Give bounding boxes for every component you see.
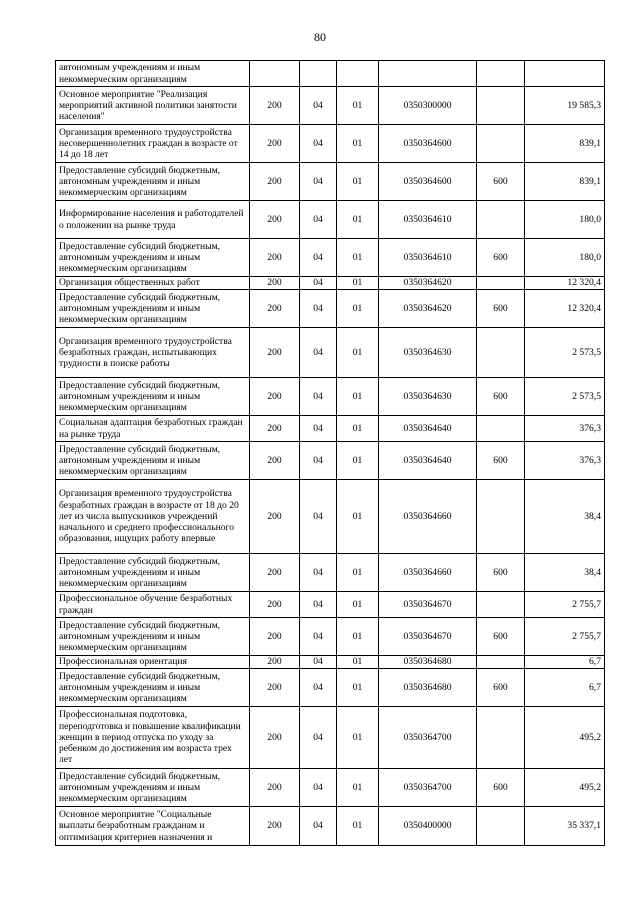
table-row bbox=[56, 480, 605, 554]
row-target-article-code: 0350364600 bbox=[379, 125, 477, 163]
table-row bbox=[56, 416, 605, 442]
row-section-code: 200 bbox=[250, 328, 300, 378]
row-name: Профессиональная подготовка, переподготовка и повышение квалификации женщин в период отпуска по уходу за ребенком до достижения им возраста трех лет bbox=[56, 707, 250, 769]
row-name: Организация временного трудоустройства несовершеннолетних граждан в возрасте от 14 до 18 лет bbox=[56, 125, 250, 163]
row-subsection-code: 04 bbox=[300, 239, 337, 277]
row-subsection-code: 04 bbox=[300, 807, 337, 846]
table-row bbox=[56, 378, 605, 416]
row-subsection-code: 04 bbox=[300, 656, 337, 669]
row-section-code: 200 bbox=[250, 125, 300, 163]
row-subsection-code: 04 bbox=[300, 87, 337, 125]
row-target-article-code: 0350364680 bbox=[379, 669, 477, 707]
table-row bbox=[56, 707, 605, 769]
row-name: Предоставление субсидий бюджетным, автономным учреждениям и иным некоммерческим организациям bbox=[56, 618, 250, 656]
row-name: Организация общественных работ bbox=[56, 277, 250, 290]
row-target-article-code: 0350364640 bbox=[379, 416, 477, 442]
row-target-article-code: 0350364610 bbox=[379, 239, 477, 277]
row-division-code: 01 bbox=[337, 807, 379, 846]
table-row bbox=[56, 807, 605, 846]
row-name: Организация временного трудоустройства безработных граждан, испытывающих трудности в поиске работы bbox=[56, 328, 250, 378]
row-amount: 35 337,1 bbox=[525, 807, 605, 846]
row-subsection-code: 04 bbox=[300, 707, 337, 769]
row-amount: 180,0 bbox=[525, 201, 605, 239]
row-section-code: 200 bbox=[250, 163, 300, 201]
row-expense-type-code: 600 bbox=[477, 378, 525, 416]
row-division-code: 01 bbox=[337, 554, 379, 592]
row-division-code: 01 bbox=[337, 656, 379, 669]
row-division-code: 01 bbox=[337, 201, 379, 239]
row-target-article-code: 0350364610 bbox=[379, 201, 477, 239]
row-division-code: 01 bbox=[337, 163, 379, 201]
row-amount: 6,7 bbox=[525, 669, 605, 707]
table-row bbox=[56, 61, 605, 87]
table-row bbox=[56, 554, 605, 592]
row-section-code: 200 bbox=[250, 277, 300, 290]
row-section-code: 200 bbox=[250, 442, 300, 480]
row-section-code: 200 bbox=[250, 416, 300, 442]
row-section-code: 200 bbox=[250, 707, 300, 769]
row-subsection-code: 04 bbox=[300, 554, 337, 592]
row-expense-type-code: 600 bbox=[477, 618, 525, 656]
row-section-code: 200 bbox=[250, 87, 300, 125]
row-division-code bbox=[337, 61, 379, 87]
row-expense-type-code bbox=[477, 328, 525, 378]
row-subsection-code: 04 bbox=[300, 769, 337, 807]
row-division-code: 01 bbox=[337, 480, 379, 554]
row-name: Организация временного трудоустройства безработных граждан в возрасте от 18 до 20 лет из числа выпускников учреждений начального и среднего профессионального образования, ищущих работу впервые bbox=[56, 480, 250, 554]
row-expense-type-code bbox=[477, 201, 525, 239]
row-amount: 376,3 bbox=[525, 416, 605, 442]
row-expense-type-code bbox=[477, 125, 525, 163]
table-row bbox=[56, 87, 605, 125]
row-section-code: 200 bbox=[250, 239, 300, 277]
row-expense-type-code bbox=[477, 277, 525, 290]
row-target-article-code: 0350364680 bbox=[379, 656, 477, 669]
table-row bbox=[56, 592, 605, 618]
row-amount: 2 755,7 bbox=[525, 618, 605, 656]
row-name: Основное мероприятие "Реализация мероприятий активной политики занятости населения" bbox=[56, 87, 250, 125]
row-target-article-code: 0350364620 bbox=[379, 290, 477, 328]
row-section-code: 200 bbox=[250, 592, 300, 618]
budget-table bbox=[55, 60, 605, 846]
row-expense-type-code: 600 bbox=[477, 163, 525, 201]
row-section-code: 200 bbox=[250, 201, 300, 239]
row-amount: 180,0 bbox=[525, 239, 605, 277]
row-target-article-code: 0350400000 bbox=[379, 807, 477, 846]
row-subsection-code: 04 bbox=[300, 480, 337, 554]
row-amount: 839,1 bbox=[525, 125, 605, 163]
row-division-code: 01 bbox=[337, 416, 379, 442]
row-division-code: 01 bbox=[337, 618, 379, 656]
row-name: Социальная адаптация безработных граждан на рынке труда bbox=[56, 416, 250, 442]
row-target-article-code bbox=[379, 61, 477, 87]
table-row bbox=[56, 163, 605, 201]
row-amount: 2 755,7 bbox=[525, 592, 605, 618]
row-amount: 2 573,5 bbox=[525, 378, 605, 416]
row-amount: 495,2 bbox=[525, 707, 605, 769]
row-target-article-code: 0350364630 bbox=[379, 378, 477, 416]
row-subsection-code: 04 bbox=[300, 416, 337, 442]
row-section-code: 200 bbox=[250, 480, 300, 554]
row-subsection-code: 04 bbox=[300, 125, 337, 163]
row-division-code: 01 bbox=[337, 290, 379, 328]
row-subsection-code: 04 bbox=[300, 618, 337, 656]
table-row bbox=[56, 125, 605, 163]
row-amount: 12 320,4 bbox=[525, 290, 605, 328]
table-row bbox=[56, 656, 605, 669]
row-division-code: 01 bbox=[337, 277, 379, 290]
row-division-code: 01 bbox=[337, 87, 379, 125]
row-subsection-code: 04 bbox=[300, 201, 337, 239]
row-amount: 6,7 bbox=[525, 656, 605, 669]
row-section-code: 200 bbox=[250, 554, 300, 592]
table-row bbox=[56, 328, 605, 378]
row-target-article-code: 0350364670 bbox=[379, 618, 477, 656]
row-name: Предоставление субсидий бюджетным, автономным учреждениям и иным некоммерческим организациям bbox=[56, 769, 250, 807]
row-subsection-code: 04 bbox=[300, 378, 337, 416]
row-subsection-code: 04 bbox=[300, 328, 337, 378]
row-expense-type-code bbox=[477, 480, 525, 554]
row-amount: 2 573,5 bbox=[525, 328, 605, 378]
row-name: Профессиональная ориентация bbox=[56, 656, 250, 669]
row-division-code: 01 bbox=[337, 669, 379, 707]
row-target-article-code: 0350364660 bbox=[379, 480, 477, 554]
row-expense-type-code: 600 bbox=[477, 554, 525, 592]
row-expense-type-code bbox=[477, 416, 525, 442]
row-division-code: 01 bbox=[337, 769, 379, 807]
row-subsection-code: 04 bbox=[300, 290, 337, 328]
row-expense-type-code bbox=[477, 707, 525, 769]
row-expense-type-code: 600 bbox=[477, 669, 525, 707]
row-section-code: 200 bbox=[250, 618, 300, 656]
row-target-article-code: 0350364630 bbox=[379, 328, 477, 378]
row-division-code: 01 bbox=[337, 378, 379, 416]
row-name: Профессиональное обучение безработных граждан bbox=[56, 592, 250, 618]
row-target-article-code: 0350300000 bbox=[379, 87, 477, 125]
row-expense-type-code: 600 bbox=[477, 239, 525, 277]
row-amount: 12 320,4 bbox=[525, 277, 605, 290]
row-name: Предоставление субсидий бюджетным, автономным учреждениям и иным некоммерческим организациям bbox=[56, 290, 250, 328]
row-division-code: 01 bbox=[337, 328, 379, 378]
table-row bbox=[56, 290, 605, 328]
table-row bbox=[56, 769, 605, 807]
row-name: автономным учреждениям и иным некоммерческим организациям bbox=[56, 61, 250, 87]
table-row bbox=[56, 277, 605, 290]
row-expense-type-code bbox=[477, 807, 525, 846]
row-amount: 19 585,3 bbox=[525, 87, 605, 125]
row-section-code: 200 bbox=[250, 290, 300, 328]
row-amount bbox=[525, 61, 605, 87]
row-target-article-code: 0350364700 bbox=[379, 769, 477, 807]
table-row bbox=[56, 442, 605, 480]
row-division-code: 01 bbox=[337, 707, 379, 769]
table-row bbox=[56, 239, 605, 277]
table-row bbox=[56, 201, 605, 239]
row-division-code: 01 bbox=[337, 239, 379, 277]
row-amount: 38,4 bbox=[525, 480, 605, 554]
page-number: 80 bbox=[314, 30, 326, 44]
row-expense-type-code: 600 bbox=[477, 290, 525, 328]
row-subsection-code: 04 bbox=[300, 277, 337, 290]
row-name: Предоставление субсидий бюджетным, автономным учреждениям и иным некоммерческим организациям bbox=[56, 554, 250, 592]
row-target-article-code: 0350364670 bbox=[379, 592, 477, 618]
row-target-article-code: 0350364700 bbox=[379, 707, 477, 769]
row-amount: 495,2 bbox=[525, 769, 605, 807]
row-subsection-code: 04 bbox=[300, 592, 337, 618]
row-name: Предоставление субсидий бюджетным, автономным учреждениям и иным некоммерческим организациям bbox=[56, 163, 250, 201]
row-amount: 376,3 bbox=[525, 442, 605, 480]
row-expense-type-code: 600 bbox=[477, 769, 525, 807]
row-target-article-code: 0350364660 bbox=[379, 554, 477, 592]
row-name: Информирование населения и работодателей о положении на рынке труда bbox=[56, 201, 250, 239]
row-name: Предоставление субсидий бюджетным, автономным учреждениям и иным некоммерческим организациям bbox=[56, 669, 250, 707]
row-division-code: 01 bbox=[337, 125, 379, 163]
row-expense-type-code: 600 bbox=[477, 442, 525, 480]
row-subsection-code: 04 bbox=[300, 163, 337, 201]
row-section-code bbox=[250, 61, 300, 87]
row-section-code: 200 bbox=[250, 656, 300, 669]
row-subsection-code: 04 bbox=[300, 442, 337, 480]
table-row bbox=[56, 669, 605, 707]
row-division-code: 01 bbox=[337, 442, 379, 480]
row-name: Предоставление субсидий бюджетным, автономным учреждениям и иным некоммерческим организациям bbox=[56, 239, 250, 277]
row-section-code: 200 bbox=[250, 769, 300, 807]
row-amount: 38,4 bbox=[525, 554, 605, 592]
row-name: Предоставление субсидий бюджетным, автономным учреждениям и иным некоммерческим организациям bbox=[56, 378, 250, 416]
row-expense-type-code bbox=[477, 656, 525, 669]
row-name: Предоставление субсидий бюджетным, автономным учреждениям и иным некоммерческим организациям bbox=[56, 442, 250, 480]
row-name: Основное мероприятие "Социальные выплаты безработным гражданам и оптимизация критериев назначения и bbox=[56, 807, 250, 846]
table-row bbox=[56, 618, 605, 656]
row-section-code: 200 bbox=[250, 378, 300, 416]
row-amount: 839,1 bbox=[525, 163, 605, 201]
row-subsection-code: 04 bbox=[300, 669, 337, 707]
row-target-article-code: 0350364640 bbox=[379, 442, 477, 480]
budget-table-body bbox=[56, 61, 605, 846]
row-expense-type-code bbox=[477, 87, 525, 125]
row-expense-type-code bbox=[477, 592, 525, 618]
row-section-code: 200 bbox=[250, 669, 300, 707]
row-expense-type-code bbox=[477, 61, 525, 87]
row-section-code: 200 bbox=[250, 807, 300, 846]
row-target-article-code: 0350364600 bbox=[379, 163, 477, 201]
row-subsection-code bbox=[300, 61, 337, 87]
row-target-article-code: 0350364620 bbox=[379, 277, 477, 290]
row-division-code: 01 bbox=[337, 592, 379, 618]
